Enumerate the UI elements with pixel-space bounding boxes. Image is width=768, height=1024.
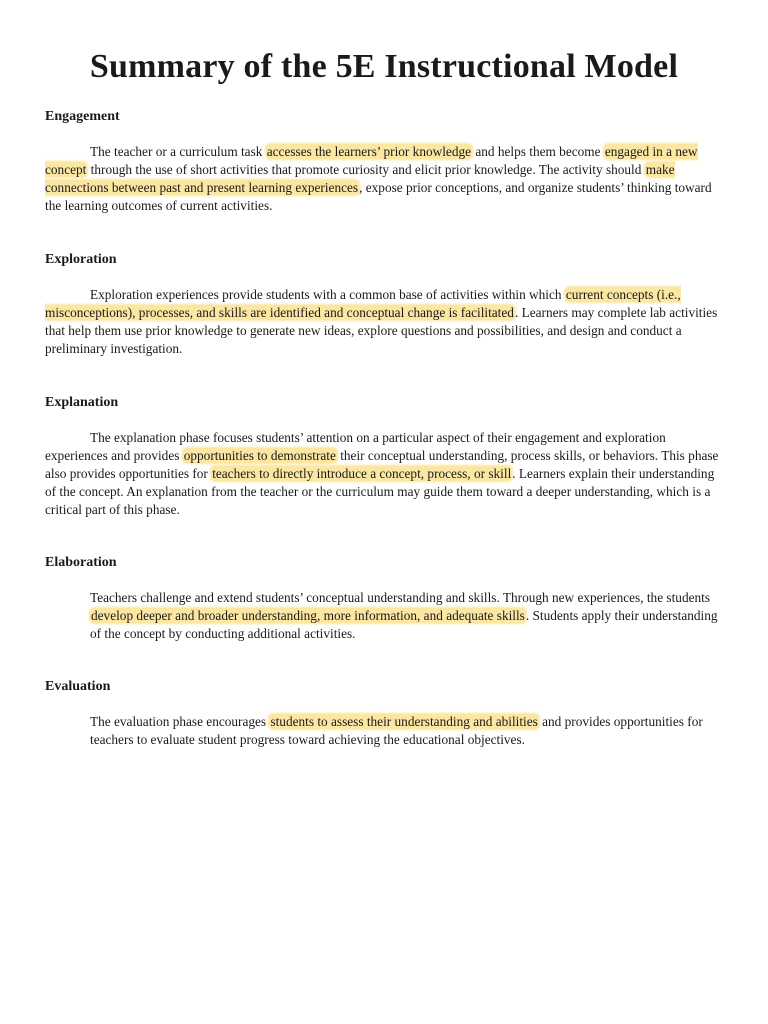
page-title: Summary of the 5E Instructional Model xyxy=(89,48,679,85)
highlighted-phrase: develop deeper and broader understanding, more information, and adequate skills xyxy=(91,608,525,623)
paragraph-text: their conceptual understanding, process skills, or behaviors. This phase also provides opportunities for xyxy=(45,448,719,481)
highlighted-phrase: accesses the learners’ prior knowledge xyxy=(266,144,472,159)
section-exploration xyxy=(45,251,725,358)
section-evaluation xyxy=(45,678,725,749)
highlighted-phrase: make connections between past and present learning experiences xyxy=(45,162,675,195)
highlighted-phrase: students to assess their understanding and abilities xyxy=(270,714,538,729)
section-paragraph xyxy=(45,143,725,215)
highlighted-phrase: current concepts (i.e., misconceptions), processes, and skills are identified and conceptual change is facilitated xyxy=(45,287,681,320)
highlighted-phrase: teachers to directly introduce a concept, process, or skill xyxy=(212,466,512,481)
section-heading: Evaluation xyxy=(45,679,111,694)
section-paragraph xyxy=(45,713,725,749)
section-heading: Engagement xyxy=(45,109,120,124)
section-heading: Elaboration xyxy=(45,555,117,570)
paragraph-text: . Students apply their understanding of the concept by conducting additional activities. xyxy=(90,608,718,641)
paragraph-text: . Learners may complete lab activities that help them use prior knowledge to generate new ideas, explore questions and possibilities, and design and conduct a preliminary investigation. xyxy=(45,305,718,356)
section-heading: Explanation xyxy=(45,395,119,410)
section-explanation xyxy=(45,394,725,519)
paragraph-text: The teacher or a curriculum task xyxy=(90,144,266,159)
paragraph-text: , expose prior conceptions, and organize students’ thinking toward the learning outcomes of current activities. xyxy=(45,180,712,213)
section-paragraph xyxy=(45,589,725,643)
paragraph-text: and provides opportunities for teachers to evaluate student progress toward achieving the educational objectives. xyxy=(90,714,703,747)
paragraph-text: The explanation phase focuses students’ attention on a particular aspect of their engagement and exploration experiences and provides xyxy=(45,430,666,463)
paragraph-text: through the use of short activities that promote curiosity and elicit prior knowledge. The activity should xyxy=(87,162,645,177)
paragraph-text: Exploration experiences provide students with a common base of activities within which xyxy=(90,287,565,302)
section-heading: Exploration xyxy=(45,252,117,267)
paragraph-text: Teachers challenge and extend students’ conceptual understanding and skills. Through new experiences, the students xyxy=(90,590,711,605)
section-paragraph xyxy=(45,286,725,358)
paragraph-text: and helps them become xyxy=(472,144,604,159)
paragraph-text: . Learners explain their understanding of the concept. An explanation from the teacher or the curriculum may guide them toward a deeper understanding, which is a critical part of this phase. xyxy=(45,466,715,517)
paragraph-text: The evaluation phase encourages xyxy=(90,714,270,729)
section-paragraph xyxy=(45,429,725,519)
highlighted-phrase: opportunities to demonstrate xyxy=(183,448,336,463)
highlighted-phrase: engaged in a new concept xyxy=(45,144,698,177)
section-engagement xyxy=(45,108,725,215)
section-elaboration xyxy=(45,554,725,643)
